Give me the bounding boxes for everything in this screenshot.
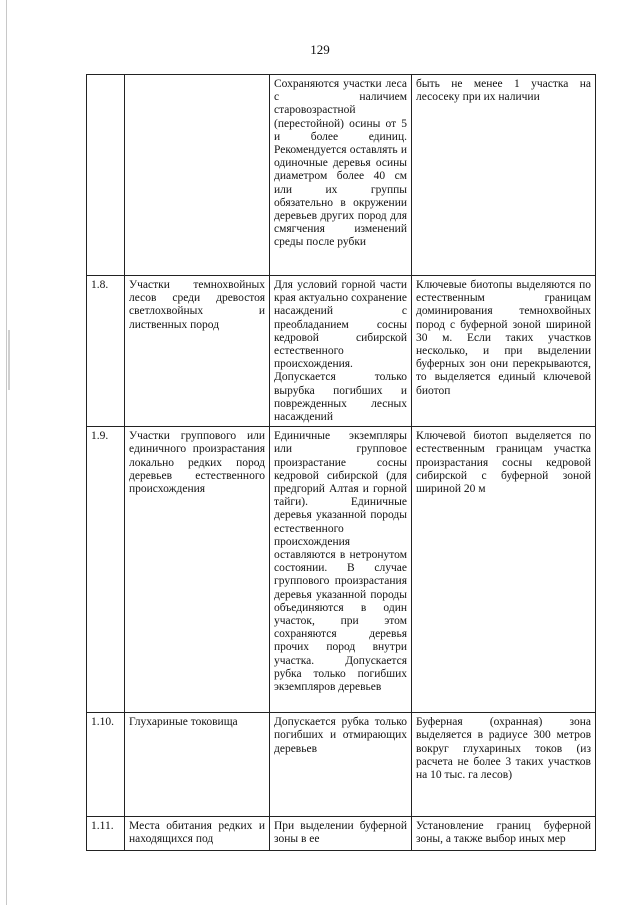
allocation-requirements: Ключевой биотоп выделяется по естественным границам участка произрастания сосны кедровой сибирской с буферной зоной шириной 20 м xyxy=(412,427,596,713)
scan-margin-mark xyxy=(8,330,10,390)
table-row xyxy=(87,75,596,276)
allocation-requirements: Установление границ буферной зоны, а также выбор иных мер xyxy=(412,817,596,851)
table-row xyxy=(87,427,596,713)
management-regime: Допускается рубка только погибших и отмирающих деревьев xyxy=(270,713,412,817)
row-number: 1.8. xyxy=(87,276,125,427)
row-number: 1.10. xyxy=(87,713,125,817)
biotope-name: Места обитания редких и находящихся под xyxy=(125,817,270,851)
table-row xyxy=(87,817,596,851)
management-regime: Для условий горной части края актуально сохранение насаждений с преобладанием сосны кедровой сибирской естественного происхождения. Допускается только вырубка погибших и поврежденных лесных насаждений xyxy=(270,276,412,427)
key-biotopes-table xyxy=(86,74,596,851)
row-number: 1.11. xyxy=(87,817,125,851)
row-number: 1.9. xyxy=(87,427,125,713)
page-number: 129 xyxy=(310,42,330,57)
allocation-requirements: быть не менее 1 участка на лесосеку при их наличии xyxy=(412,75,596,276)
management-regime: При выделении буферной зоны в ее xyxy=(270,817,412,851)
allocation-requirements: Ключевые биотопы выделяются по естественным границам доминирования темнохвойных пород с буферной зоной шириной 30 м. Если таких участков несколько, и при выделении буферных зон они перекрываются, то выделяется единый ключевой биотоп xyxy=(412,276,596,427)
biotope-name: Участки темнохвойных лесов среди древостоя светлохвойных и лиственных пород xyxy=(125,276,270,427)
management-regime: Единичные экземпляры или групповое произрастание сосны кедровой сибирской (для предгорий Алтая и горной тайги). Единичные деревья указанной породы естественного происхождения оставляются в нетронутом состоянии. В случае группового произрастания деревья указанной породы объединяются в один участок, при этом сохраняются деревья прочих пород внутри участка. Допускается рубка только погибших экземпляров деревьев xyxy=(270,427,412,713)
biotope-name: Участки группового или единичного произрастания локально редких пород деревьев естественного происхождения xyxy=(125,427,270,713)
table-row xyxy=(87,276,596,427)
row-number xyxy=(87,75,125,276)
allocation-requirements: Буферная (охранная) зона выделяется в радиусе 300 метров вокруг глухариных токов (из расчета не более 3 таких участков на 10 тыс. га лесов) xyxy=(412,713,596,817)
biotope-name xyxy=(125,75,270,276)
table-row xyxy=(87,713,596,817)
biotope-name: Глухариные токовища xyxy=(125,713,270,817)
scan-edge-line xyxy=(6,0,7,905)
management-regime: Сохраняются участки леса с наличием старовозрастной (перестойной) осины от 5 и более единиц. Рекомендуется оставлять и одиночные деревья осины диаметром более 40 см или их группы обязательно в окружении деревьев других пород для смягчения изменений среды после рубки xyxy=(270,75,412,276)
